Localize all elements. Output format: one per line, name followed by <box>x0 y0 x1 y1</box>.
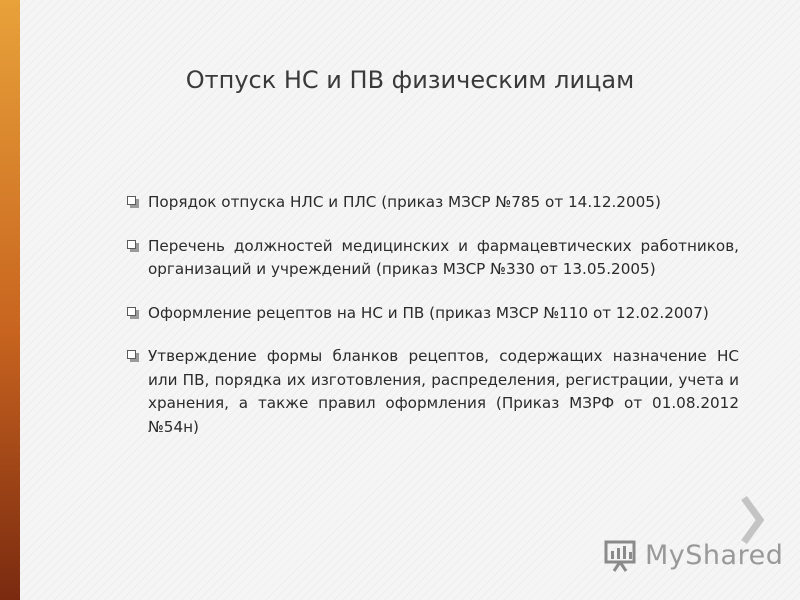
list-item <box>127 191 739 215</box>
list-item <box>127 302 739 326</box>
list-item <box>127 235 739 282</box>
watermark-text: MyShared <box>645 539 784 571</box>
watermark-logo <box>603 535 783 575</box>
checkbox-bullet-icon <box>127 196 139 208</box>
list-item <box>127 345 739 439</box>
slide-title: Отпуск НС и ПВ физическим лицам <box>185 66 635 94</box>
bullet-list <box>127 191 739 459</box>
list-item-text: Порядок отпуска НЛС и ПЛС (приказ МЗСР №785 от 14.12.2005) <box>148 193 661 211</box>
list-item-text: Оформление рецептов на НС и ПВ (приказ МЗСР №110 от 12.02.2007) <box>148 303 709 322</box>
checkbox-bullet-icon <box>127 240 139 252</box>
checkbox-bullet-icon <box>127 350 139 362</box>
list-item-text: Перечень должностей медицинских и фармацевтических работников, организаций и учреждений (приказ МЗСР №330 от 13.05.2005) <box>148 236 739 278</box>
checkbox-bullet-icon <box>127 307 139 319</box>
presentation-board-icon <box>603 537 639 573</box>
list-item-text: Утверждение формы бланков рецептов, содержащих назначение НС или ПВ, порядка их изготовления, распределения, регистрации, учета и хранения, а также правил оформления (Приказ МЗРФ от 01.08.2012 №54н) <box>148 347 739 436</box>
